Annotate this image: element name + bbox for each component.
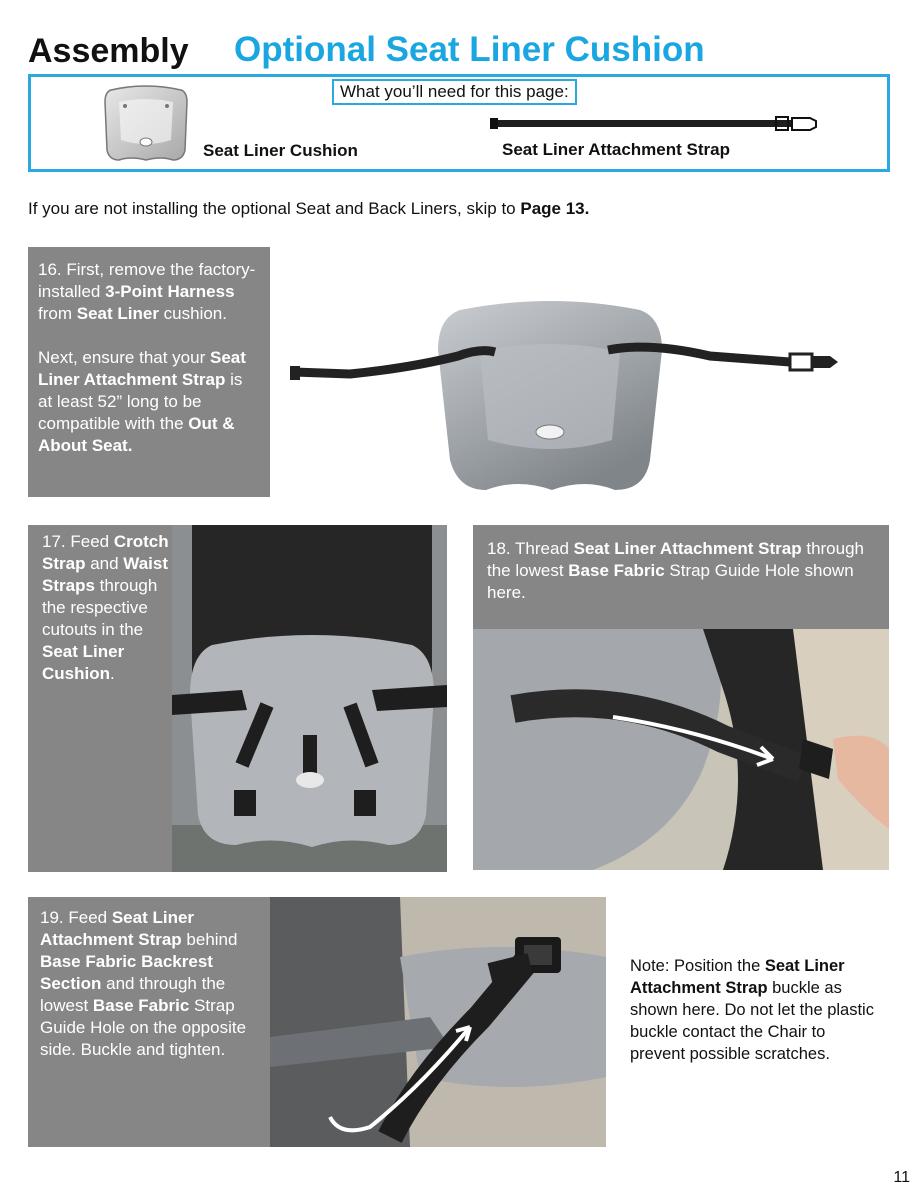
needs-item-cushion-label: Seat Liner Cushion [203,141,358,160]
step-17-illustration [172,525,447,872]
attachment-strap-icon [490,115,822,133]
step-16-paragraph-2: Next, ensure that your Seat Liner Attachment Strap is at least 52” long to be compatible with the Out & About Seat. [38,348,246,455]
needs-label: What you’ll need for this page: [332,79,577,105]
seat-liner-cushion-icon [103,84,189,164]
step-19-box [28,897,270,1147]
page-number: 11 [893,1169,910,1186]
step-16-paragraph-1: 16. First, remove the factory-installed 3-Point Harness from Seat Liner cushion. [38,260,256,323]
intro-text: If you are not installing the optional Seat and Back Liners, skip to Page 13. [28,199,590,218]
step-16-box [28,247,270,497]
needs-item-strap-label: Seat Liner Attachment Strap [502,140,730,159]
step-19-photo [270,897,606,1147]
step-18-illustration [473,629,889,870]
step-19-illustration [270,897,606,1147]
step-18-text: 18. Thread Seat Liner Attachment Strap through the lowest Base Fabric Strap Guide Hole shown here. [487,539,865,602]
page-title: Optional Seat Liner Cushion [234,30,705,69]
section-title: Assembly [28,32,189,70]
seat-liner-photo [290,290,850,500]
step-18-box [473,525,889,629]
step-17-box [28,525,172,872]
note-text: Note: Position the Seat Liner Attachment Strap buckle as shown here. Do not let the plastic buckle contact the Chair to prevent possible scratches. [630,957,874,1063]
step-18-photo [473,629,889,870]
step-19-text: 19. Feed Seat Liner Attachment Strap behind Base Fabric Backrest Section and through the lowest Base Fabric Strap Guide Hole on the opposite side. Buckle and tighten. [40,908,247,1059]
step-17-text: 17. Feed Crotch Strap and Waist Straps through the respective cutouts in the Seat Liner Cushion. [42,532,169,683]
step-17-photo [172,525,447,872]
